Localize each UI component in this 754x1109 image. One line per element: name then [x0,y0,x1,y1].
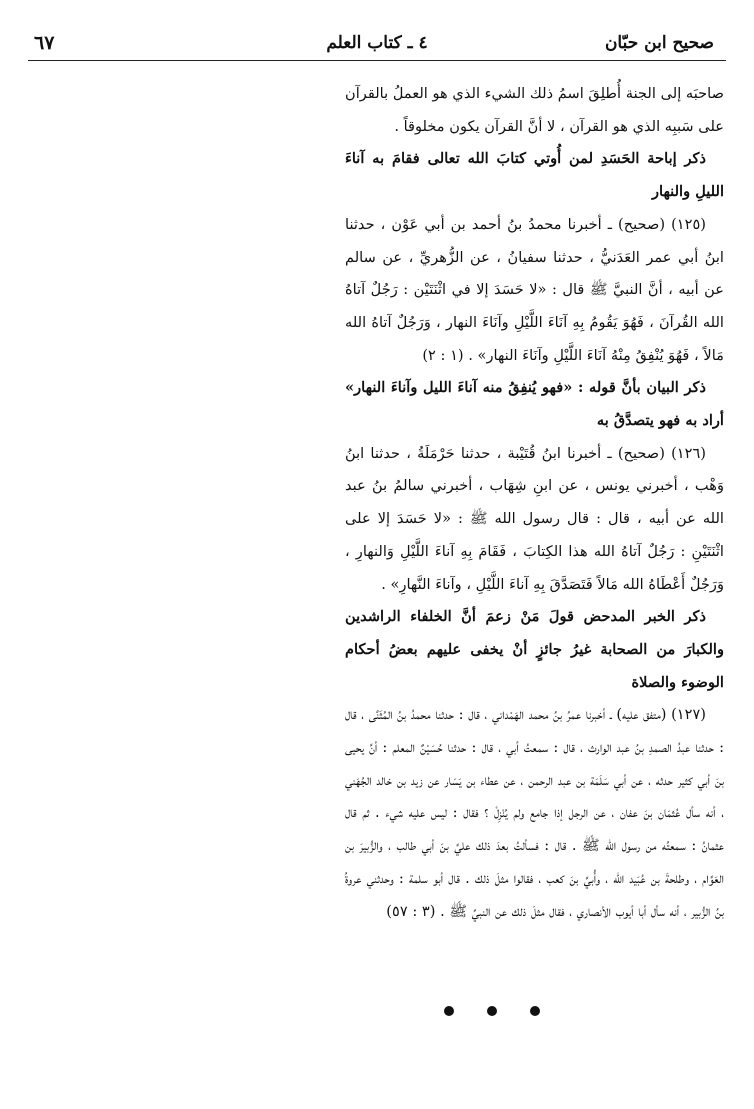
book-title: صحيح ابن حبّان [604,33,714,53]
section-end-ornament [430,1006,630,1026]
page-number: ٦٧ [34,32,55,54]
hadith-126: (١٢٦) (صحيح) ـ أخبرنا ابنُ قُتَيْبة ، حدثنا حَرْمَلَةُ ، حدثنا ابنُ وَهْب ، أخبرني يونس ، عن ابنِ شِهَاب ، أخبرني سالمُ بنُ عبد الله عن أبيه ، قال : قال رسول الله ﷺ : «لا حَسَدَ إلا على اثْنَتَيْنِ : رَجُلٌ آتاهُ الله هذا الكِتابَ ، فَقَامَ بِهِ آناءَ اللَّيْلِ وَالنهارِ ، وَرَجُلٌ أَعْطَاهُ الله مَالاً فَتَصَدَّقَ بِهِ آناءَ اللَّيْلِ ، وآناءَ النَّهارِ» . [345,444,724,593]
ornament-dot [487,1006,497,1016]
chapter-title: ٤ ـ كتاب العلم [326,33,428,53]
section-heading-charity: ذكر البيان بأنَّ قوله : «فهو يُنفِقُ منه آناءَ الليل وآناءَ النهار» أراد به فهو يتصدَّقُ به [345,379,724,430]
page-body [345,78,724,928]
ornament-dot [444,1006,454,1016]
section-heading-envy: ذكر إباحة الحَسَدِ لمن أُوتي كتابَ الله تعالى فقامَ به آناءَ الليلِ والنهار [345,150,724,201]
running-header [28,32,726,58]
hadith-125: (١٢٥) (صحيح) ـ أخبرنا محمدُ بنُ أحمد بن أبي عَوْن ، حدثنا ابنُ أبي عمر العَدَنيُّ ، حدثنا سفيانُ ، عن الزُّهريِّ ، عن سالم عن أبيه ، أنَّ النبيَّ ﷺ قال : «لا حَسَدَ إلا في اثْنَتَيْن : رَجُلٌ آتاهُ الله القُرآنَ ، فَهُوَ يَقُومُ بِهِ آنَاءَ اللَّيْلِ وآنَاءَ النهار ، وَرَجُلٌ آتاهُ الله مَالاً ، فَهُوَ يُنْفِقُ مِنْهُ آنَاءَ اللَّيْلِ وآنَاءَ النهار» . (١ : ٢) [345,215,724,364]
paragraph-continuation: صاحبَه إلى الجنة أُطلِقَ اسمُ ذلك الشيء الذي هو العملُ بالقرآن على سَببِه الذي هو القرآن ، لا أنَّ القرآن يكون مخلوقاً . [345,85,724,135]
hadith-127: (١٢٧) (متفق عليه) ـ أخبرنا عمرُ بنُ محمد الهَمْداني ، قال : حدثنا محمدُ بنُ المُثَنَّى ، قال : حدثنا عبدُ الصمدِ بنُ عبد الوارث ، قال : سمعتُ أبي ، قال : حدثنا حُسَيْنٌ المعلم : أنَّ يحيى بنَ أبي كثير حدثه ، عن أبي سَلَمَة بن عبد الرحمن ، عن عطاء بن يَسَار عن زيد بن خالد الجُهَني ، أنه سأل عُثمَان بنَ عفان ، عن الرجل إذا جامع ولم يُنْزِلْ ؟ فقال : ليس عليه شيء . ثم قال عثمانُ : سمعتُه من رسول الله ﷺ . قال : فسألتُ بعدَ ذلك عليَّ بنَ أبي طالب ، والزُّبيرَ بن العَوَّام ، وطلحةَ بن عُبَيد الله ، وأُبيَّ بنَ كعب ، فقالوا مثلَ ذلك . قال أبو سلمة : وحدثني عروةُ بنُ الزُّبير ، أنه سأل أبا أيوب الأنصاري ، فقال مثلَ ذلك عن النبيِّ ﷺ . (٣ : ٥٧) [345,706,724,920]
ornament-dot [530,1006,540,1016]
header-rule [28,60,726,61]
section-heading-caliphs: ذكر الخبر المدحض قولَ مَنْ زعمَ أنَّ الخلفاء الراشدين والكبارَ من الصحابة غيرُ جائزٍ أنْ يخفى عليهم بعضُ أحكام الوضوء والصلاة [345,608,724,691]
